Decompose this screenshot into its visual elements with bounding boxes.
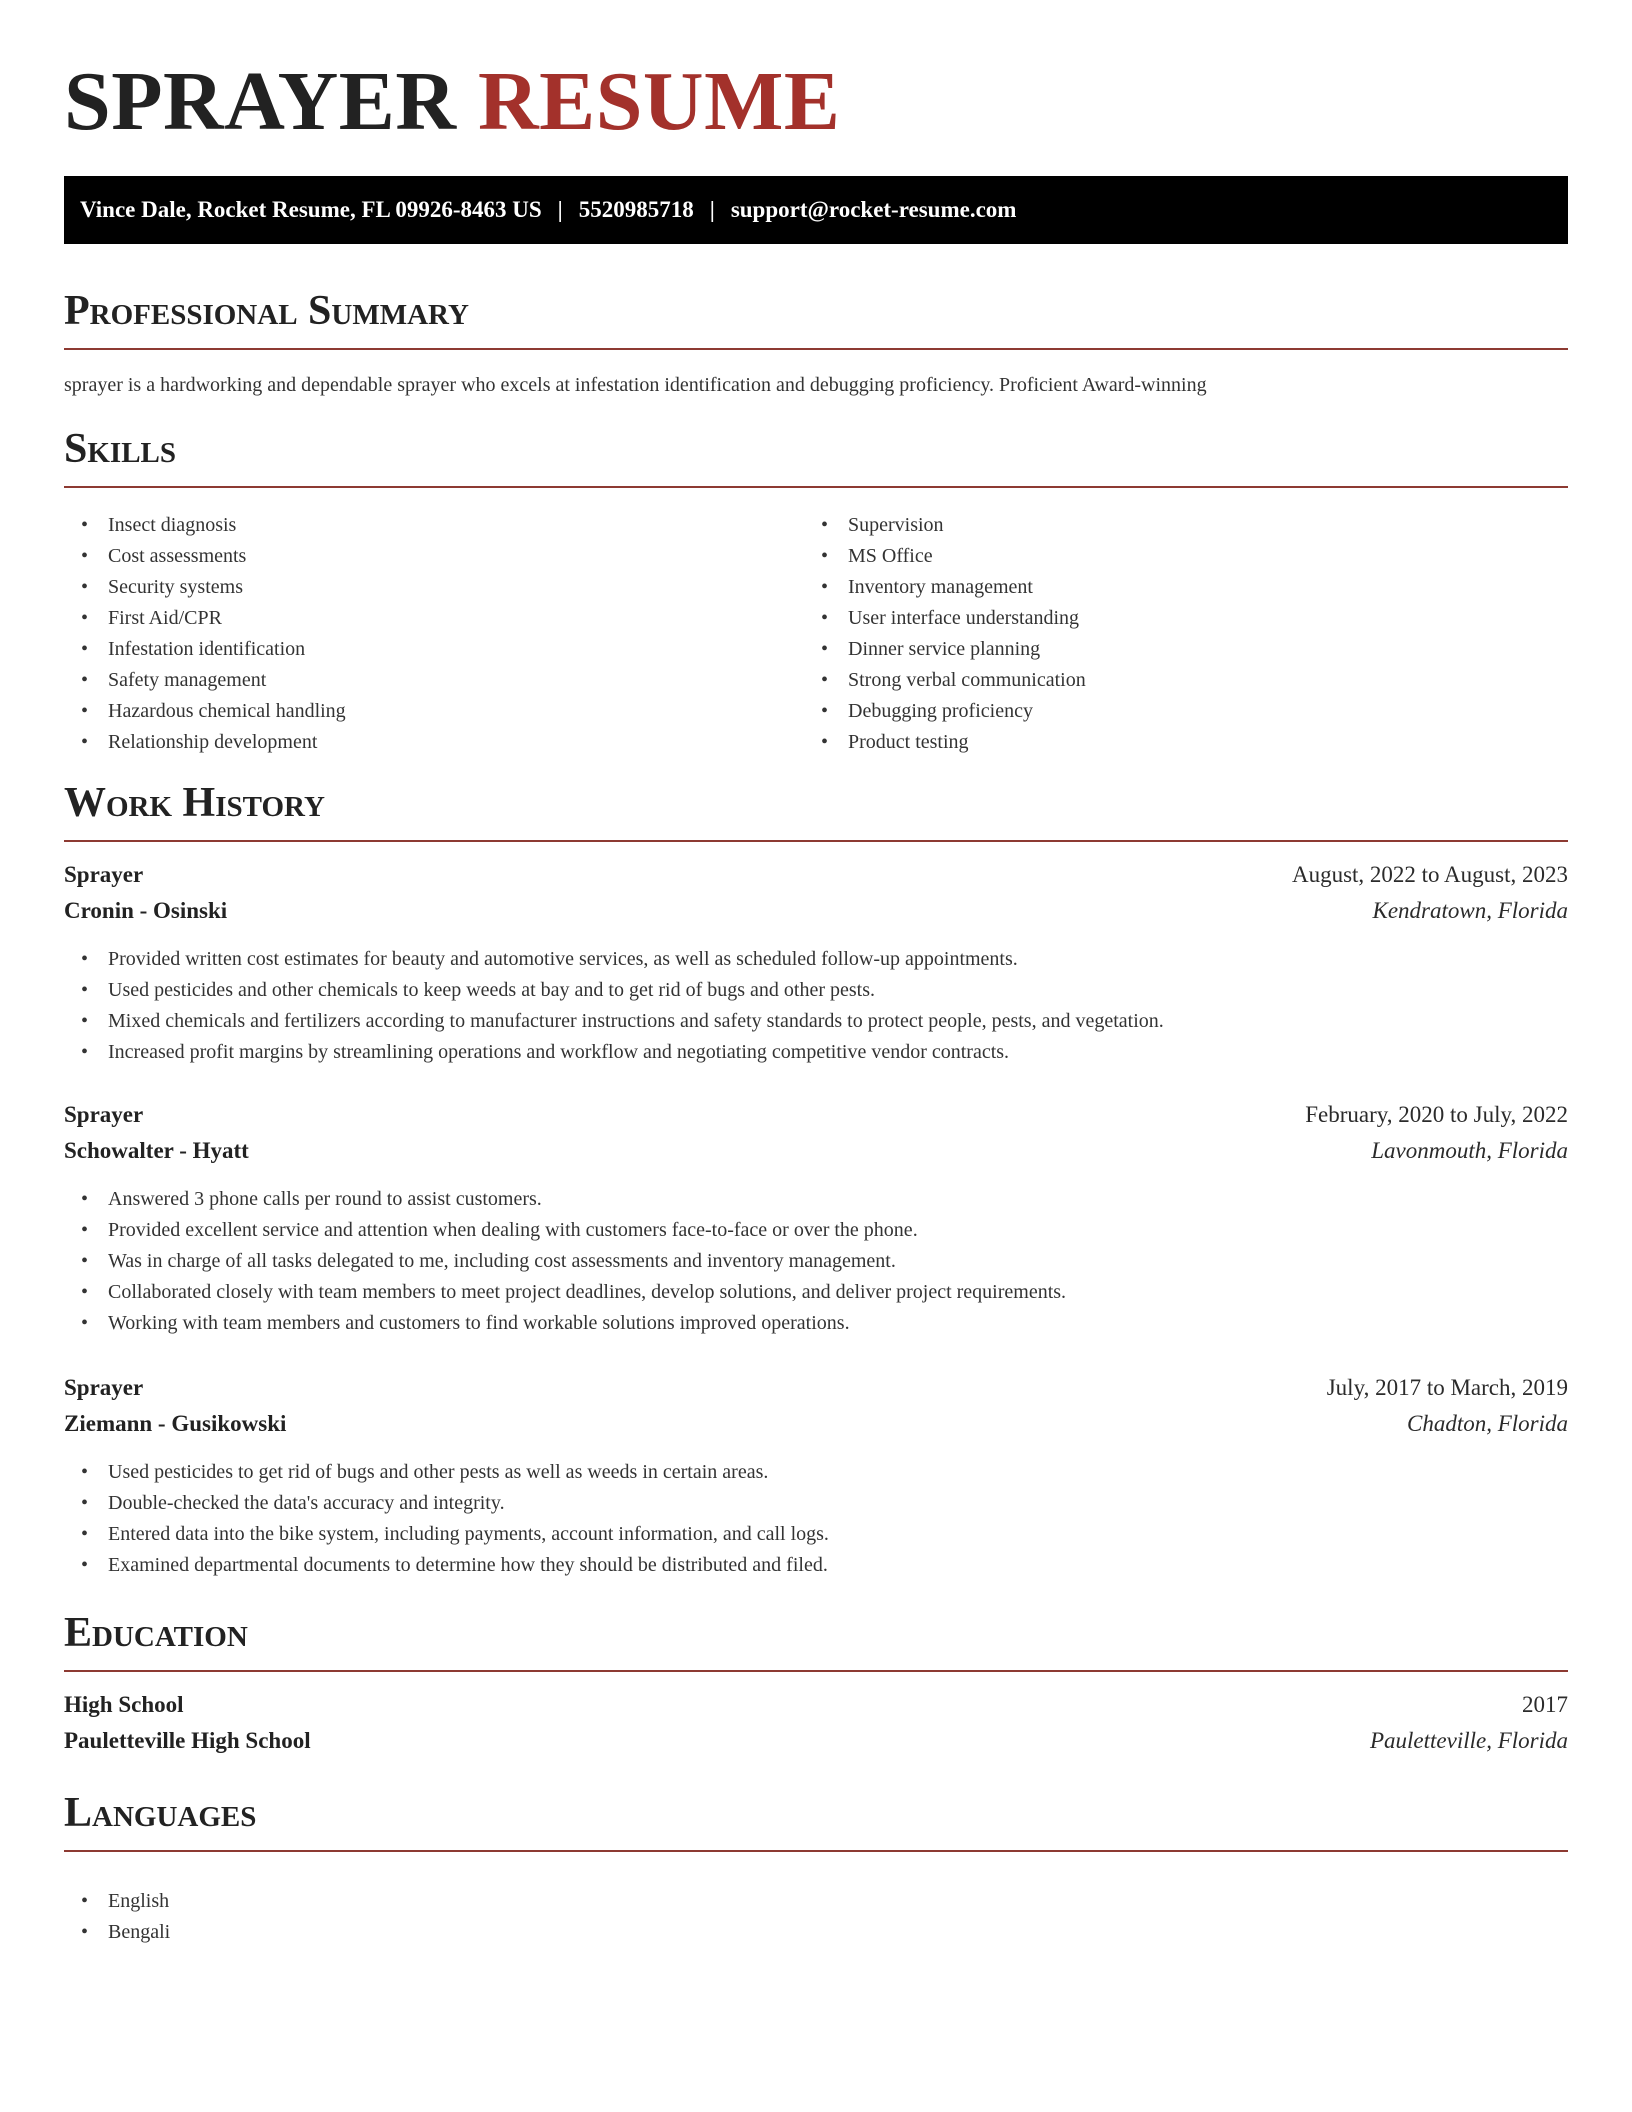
section-divider: [64, 840, 1568, 842]
education-degree-row: [64, 1687, 1568, 1723]
section-divider: [64, 1850, 1568, 1852]
education-degree: High School: [64, 1692, 184, 1717]
job-bullet: • Answered 3 phone calls per round to assist customers.: [64, 1184, 1568, 1215]
job-title-row: [64, 857, 1568, 893]
skill-item: • User interface understanding: [804, 603, 1504, 634]
job-company-row: [64, 1133, 1568, 1169]
job-bullet: • Examined departmental documents to determine how they should be distributed and filed.: [64, 1550, 1568, 1581]
contact-phone: 5520985718: [578, 197, 694, 222]
job-dates: August, 2022 to August, 2023: [1291, 862, 1568, 887]
title-first-word: SPRAYER: [64, 55, 457, 148]
job-bullet: • Mixed chemicals and fertilizers according to manufacturer instructions and safety standards to protect people, pests, and vegetation.: [64, 1006, 1568, 1037]
job-bullet: • Collaborated closely with team members to meet project deadlines, develop solutions, and deliver project requirements.: [64, 1277, 1568, 1308]
education-school: Pauletteville High School: [64, 1728, 311, 1753]
skill-item: • First Aid/CPR: [64, 603, 764, 634]
job-bullet: • Used pesticides and other chemicals to keep weeds at bay and to get rid of bugs and other pests.: [64, 975, 1568, 1006]
job-bullets: [64, 944, 1568, 1068]
job-company-row: [64, 893, 1568, 929]
job-title-row: [64, 1370, 1568, 1406]
resume-title: [64, 52, 840, 152]
skill-item: • Hazardous chemical handling: [64, 696, 764, 727]
skill-item: • Relationship development: [64, 727, 764, 758]
skill-item: • Debugging proficiency: [804, 696, 1504, 727]
skill-item: • Safety management: [64, 665, 764, 696]
contact-separator: |: [709, 197, 715, 222]
education-heading: Education: [64, 1610, 248, 1656]
contact-separator: |: [557, 197, 563, 222]
summary-heading: Professional Summary: [64, 288, 469, 334]
job-company-row: [64, 1406, 1568, 1442]
languages-list: [64, 1886, 664, 1948]
section-divider: [64, 1670, 1568, 1672]
education-school-row: [64, 1723, 1568, 1759]
job-bullet: • Increased profit margins by streamlining operations and workflow and negotiating competitive vendor contracts.: [64, 1037, 1568, 1068]
job-bullet: • Provided excellent service and attention when dealing with customers face-to-face or over the phone.: [64, 1215, 1568, 1246]
title-second-word: RESUME: [478, 55, 841, 148]
job-company: Cronin - Osinski: [64, 898, 228, 923]
skill-item: • Product testing: [804, 727, 1504, 758]
contact-email: support@rocket-resume.com: [730, 197, 1017, 222]
job-dates: February, 2020 to July, 2022: [1305, 1102, 1568, 1127]
skill-item: • Strong verbal communication: [804, 665, 1504, 696]
job-title-row: [64, 1097, 1568, 1133]
skill-item: • Supervision: [804, 510, 1504, 541]
summary-text: sprayer is a hardworking and dependable sprayer who excels at infestation identification and debugging proficiency. Proficient Award-winning: [64, 374, 1207, 396]
skills-list-left: [64, 510, 764, 758]
job-location: Kendratown, Florida: [1372, 898, 1568, 923]
job-bullet: • Working with team members and customers to find workable solutions improved operations.: [64, 1308, 1568, 1339]
job-bullet: • Used pesticides to get rid of bugs and other pests as well as weeds in certain areas.: [64, 1457, 1568, 1488]
job-bullet: • Double-checked the data's accuracy and integrity.: [64, 1488, 1568, 1519]
job-bullet: • Provided written cost estimates for beauty and automotive services, as well as scheduled follow-up appointments.: [64, 944, 1568, 975]
job-title: Sprayer: [64, 1375, 144, 1400]
work-history-heading: Work History: [64, 780, 325, 826]
job-bullet: • Entered data into the bike system, including payments, account information, and call logs.: [64, 1519, 1568, 1550]
job-company: Schowalter - Hyatt: [64, 1138, 249, 1163]
job-bullets: [64, 1184, 1568, 1339]
skill-item: • Insect diagnosis: [64, 510, 764, 541]
language-item: • English: [64, 1886, 664, 1917]
contact-bar: [64, 176, 1568, 244]
skills-list-right: [804, 510, 1504, 758]
skill-item: • Infestation identification: [64, 634, 764, 665]
job-title: Sprayer: [64, 862, 144, 887]
skills-heading: Skills: [64, 426, 177, 472]
skill-item: • Security systems: [64, 572, 764, 603]
job-title: Sprayer: [64, 1102, 144, 1127]
section-divider: [64, 348, 1568, 350]
language-item: • Bengali: [64, 1917, 664, 1948]
skill-item: • Cost assessments: [64, 541, 764, 572]
section-divider: [64, 486, 1568, 488]
languages-heading: Languages: [64, 1790, 257, 1836]
job-bullet: • Was in charge of all tasks delegated to me, including cost assessments and inventory management.: [64, 1246, 1568, 1277]
job-location: Lavonmouth, Florida: [1371, 1138, 1568, 1163]
job-dates: July, 2017 to March, 2019: [1326, 1375, 1568, 1400]
skill-item: • Inventory management: [804, 572, 1504, 603]
contact-address: Vince Dale, Rocket Resume, FL 09926-8463 US: [80, 197, 542, 222]
skill-item: • MS Office: [804, 541, 1504, 572]
job-bullets: [64, 1457, 1568, 1581]
job-company: Ziemann - Gusikowski: [64, 1411, 287, 1436]
education-location: Pauletteville, Florida: [1369, 1728, 1568, 1753]
education-year: 2017: [1522, 1692, 1568, 1717]
job-location: Chadton, Florida: [1406, 1411, 1568, 1436]
skill-item: • Dinner service planning: [804, 634, 1504, 665]
